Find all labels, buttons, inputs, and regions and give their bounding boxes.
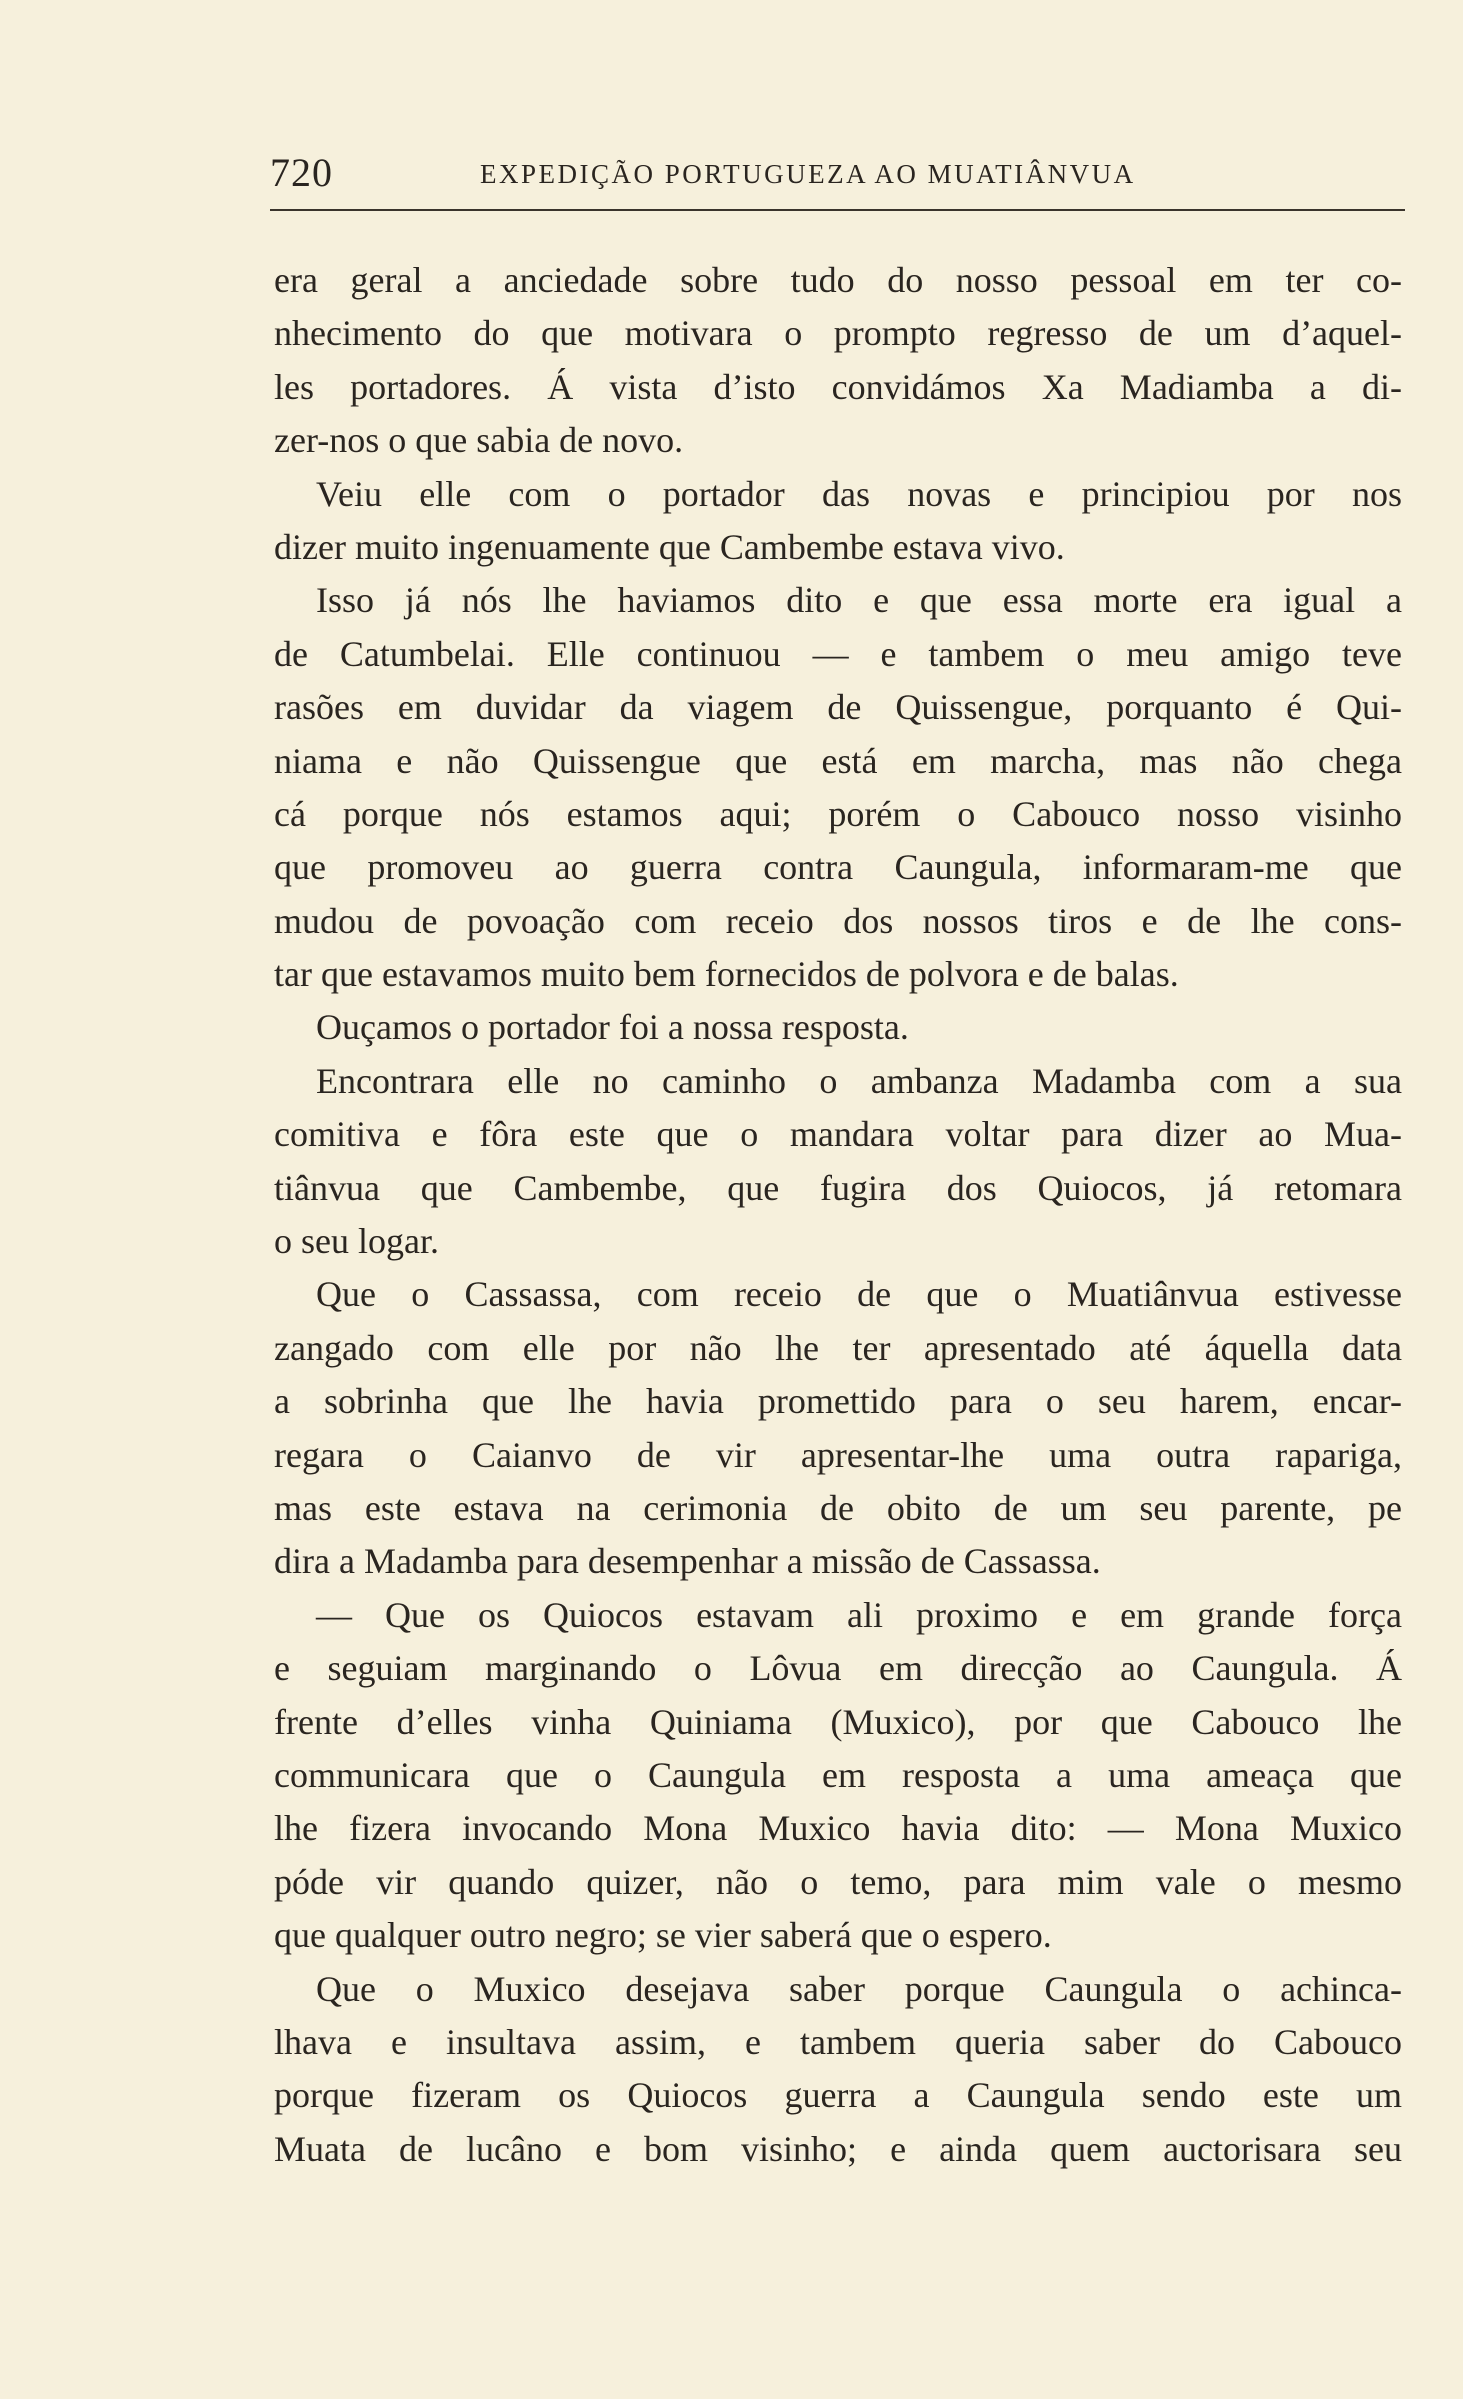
text-line: dira a Madamba para desempenhar a missão de Cassassa. <box>274 1541 1101 1582</box>
text-line: tiânvua que Cambembe, que fugira dos Quiocos, já retomara <box>274 1167 1402 1208</box>
text-line: o seu logar. <box>274 1221 439 1262</box>
text-line: Isso já nós lhe haviamos dito e que essa morte era igual a <box>316 580 1402 621</box>
text-line: lhava e insultava assim, e tambem queria saber do Cabouco <box>274 2021 1402 2062</box>
text-line: póde vir quando quizer, não o temo, para mim vale o mesmo <box>274 1861 1402 1902</box>
text-line: mas este estava na cerimonia de obito de um seu parente, pe <box>274 1487 1402 1528</box>
text-line: e seguiam marginando o Lôvua em direcção ao Caungula. Á <box>274 1648 1402 1689</box>
text-line: Veiu elle com o portador das novas e principiou por nos <box>316 473 1402 514</box>
text-line: tar que estavamos muito bem fornecidos de polvora e de balas. <box>274 954 1179 995</box>
text-line: — Que os Quiocos estavam ali proximo e em grande força <box>316 1594 1402 1635</box>
text-line: zangado com elle por não lhe ter apresentado até áquella data <box>274 1327 1402 1368</box>
running-title: EXPEDIÇÃO PORTUGUEZA AO MUATIÂNVUA <box>480 159 1136 189</box>
text-line: Encontrara elle no caminho o ambanza Madamba com a sua <box>316 1060 1402 1101</box>
body-text <box>274 254 1402 2176</box>
page-number: 720 <box>270 150 333 195</box>
text-line: frente d’elles vinha Quiniama (Muxico), por que Cabouco lhe <box>274 1701 1402 1742</box>
text-line: lhe fizera invocando Mona Muxico havia dito: — Mona Muxico <box>274 1808 1402 1849</box>
text-line: Que o Muxico desejava saber porque Caungula o achinca- <box>316 1968 1402 2009</box>
text-line: Muata de lucâno e bom visinho; e ainda quem auctorisara seu <box>274 2128 1402 2169</box>
text-line: nhecimento do que motivara o prompto regresso de um d’aquel- <box>274 313 1402 354</box>
page-header <box>270 148 1398 198</box>
text-line: regara o Caianvo de vir apresentar-lhe uma outra rapariga, <box>274 1434 1402 1475</box>
text-line: de Catumbelai. Elle continuou — e tambem o meu amigo teve <box>274 633 1402 674</box>
text-line: mudou de povoação com receio dos nossos tiros e de lhe cons- <box>274 900 1402 941</box>
text-line: a sobrinha que lhe havia promettido para o seu harem, encar- <box>274 1381 1402 1422</box>
text-line: dizer muito ingenuamente que Cambembe estava vivo. <box>274 526 1065 567</box>
text-line: porque fizeram os Quiocos guerra a Caungula sendo este um <box>274 2075 1402 2116</box>
text-line: comitiva e fôra este que o mandara voltar para dizer ao Mua- <box>274 1114 1402 1155</box>
text-line: niama e não Quissengue que está em marcha, mas não chega <box>274 740 1402 781</box>
text-line: que qualquer outro negro; se vier saberá que o espero. <box>274 1915 1052 1956</box>
text-line: les portadores. Á vista d’isto convidámos Xa Madiamba a di- <box>274 366 1402 407</box>
text-line: communicara que o Caungula em resposta a uma ameaça que <box>274 1754 1402 1795</box>
text-line: que promoveu ao guerra contra Caungula, informaram-me que <box>274 847 1402 888</box>
text-line: era geral a anciedade sobre tudo do nosso pessoal em ter co- <box>274 260 1402 300</box>
text-line: cá porque nós estamos aqui; porém o Cabouco nosso visinho <box>274 793 1402 834</box>
text-line: zer-nos o que sabia de novo. <box>274 420 684 461</box>
text-line: rasões em duvidar da viagem de Quissengue, porquanto é Qui- <box>274 687 1402 728</box>
text-line: Que o Cassassa, com receio de que o Muatiânvua estivesse <box>316 1274 1402 1315</box>
text-line: Ouçamos o portador foi a nossa resposta. <box>316 1007 909 1048</box>
header-rule <box>270 209 1405 211</box>
